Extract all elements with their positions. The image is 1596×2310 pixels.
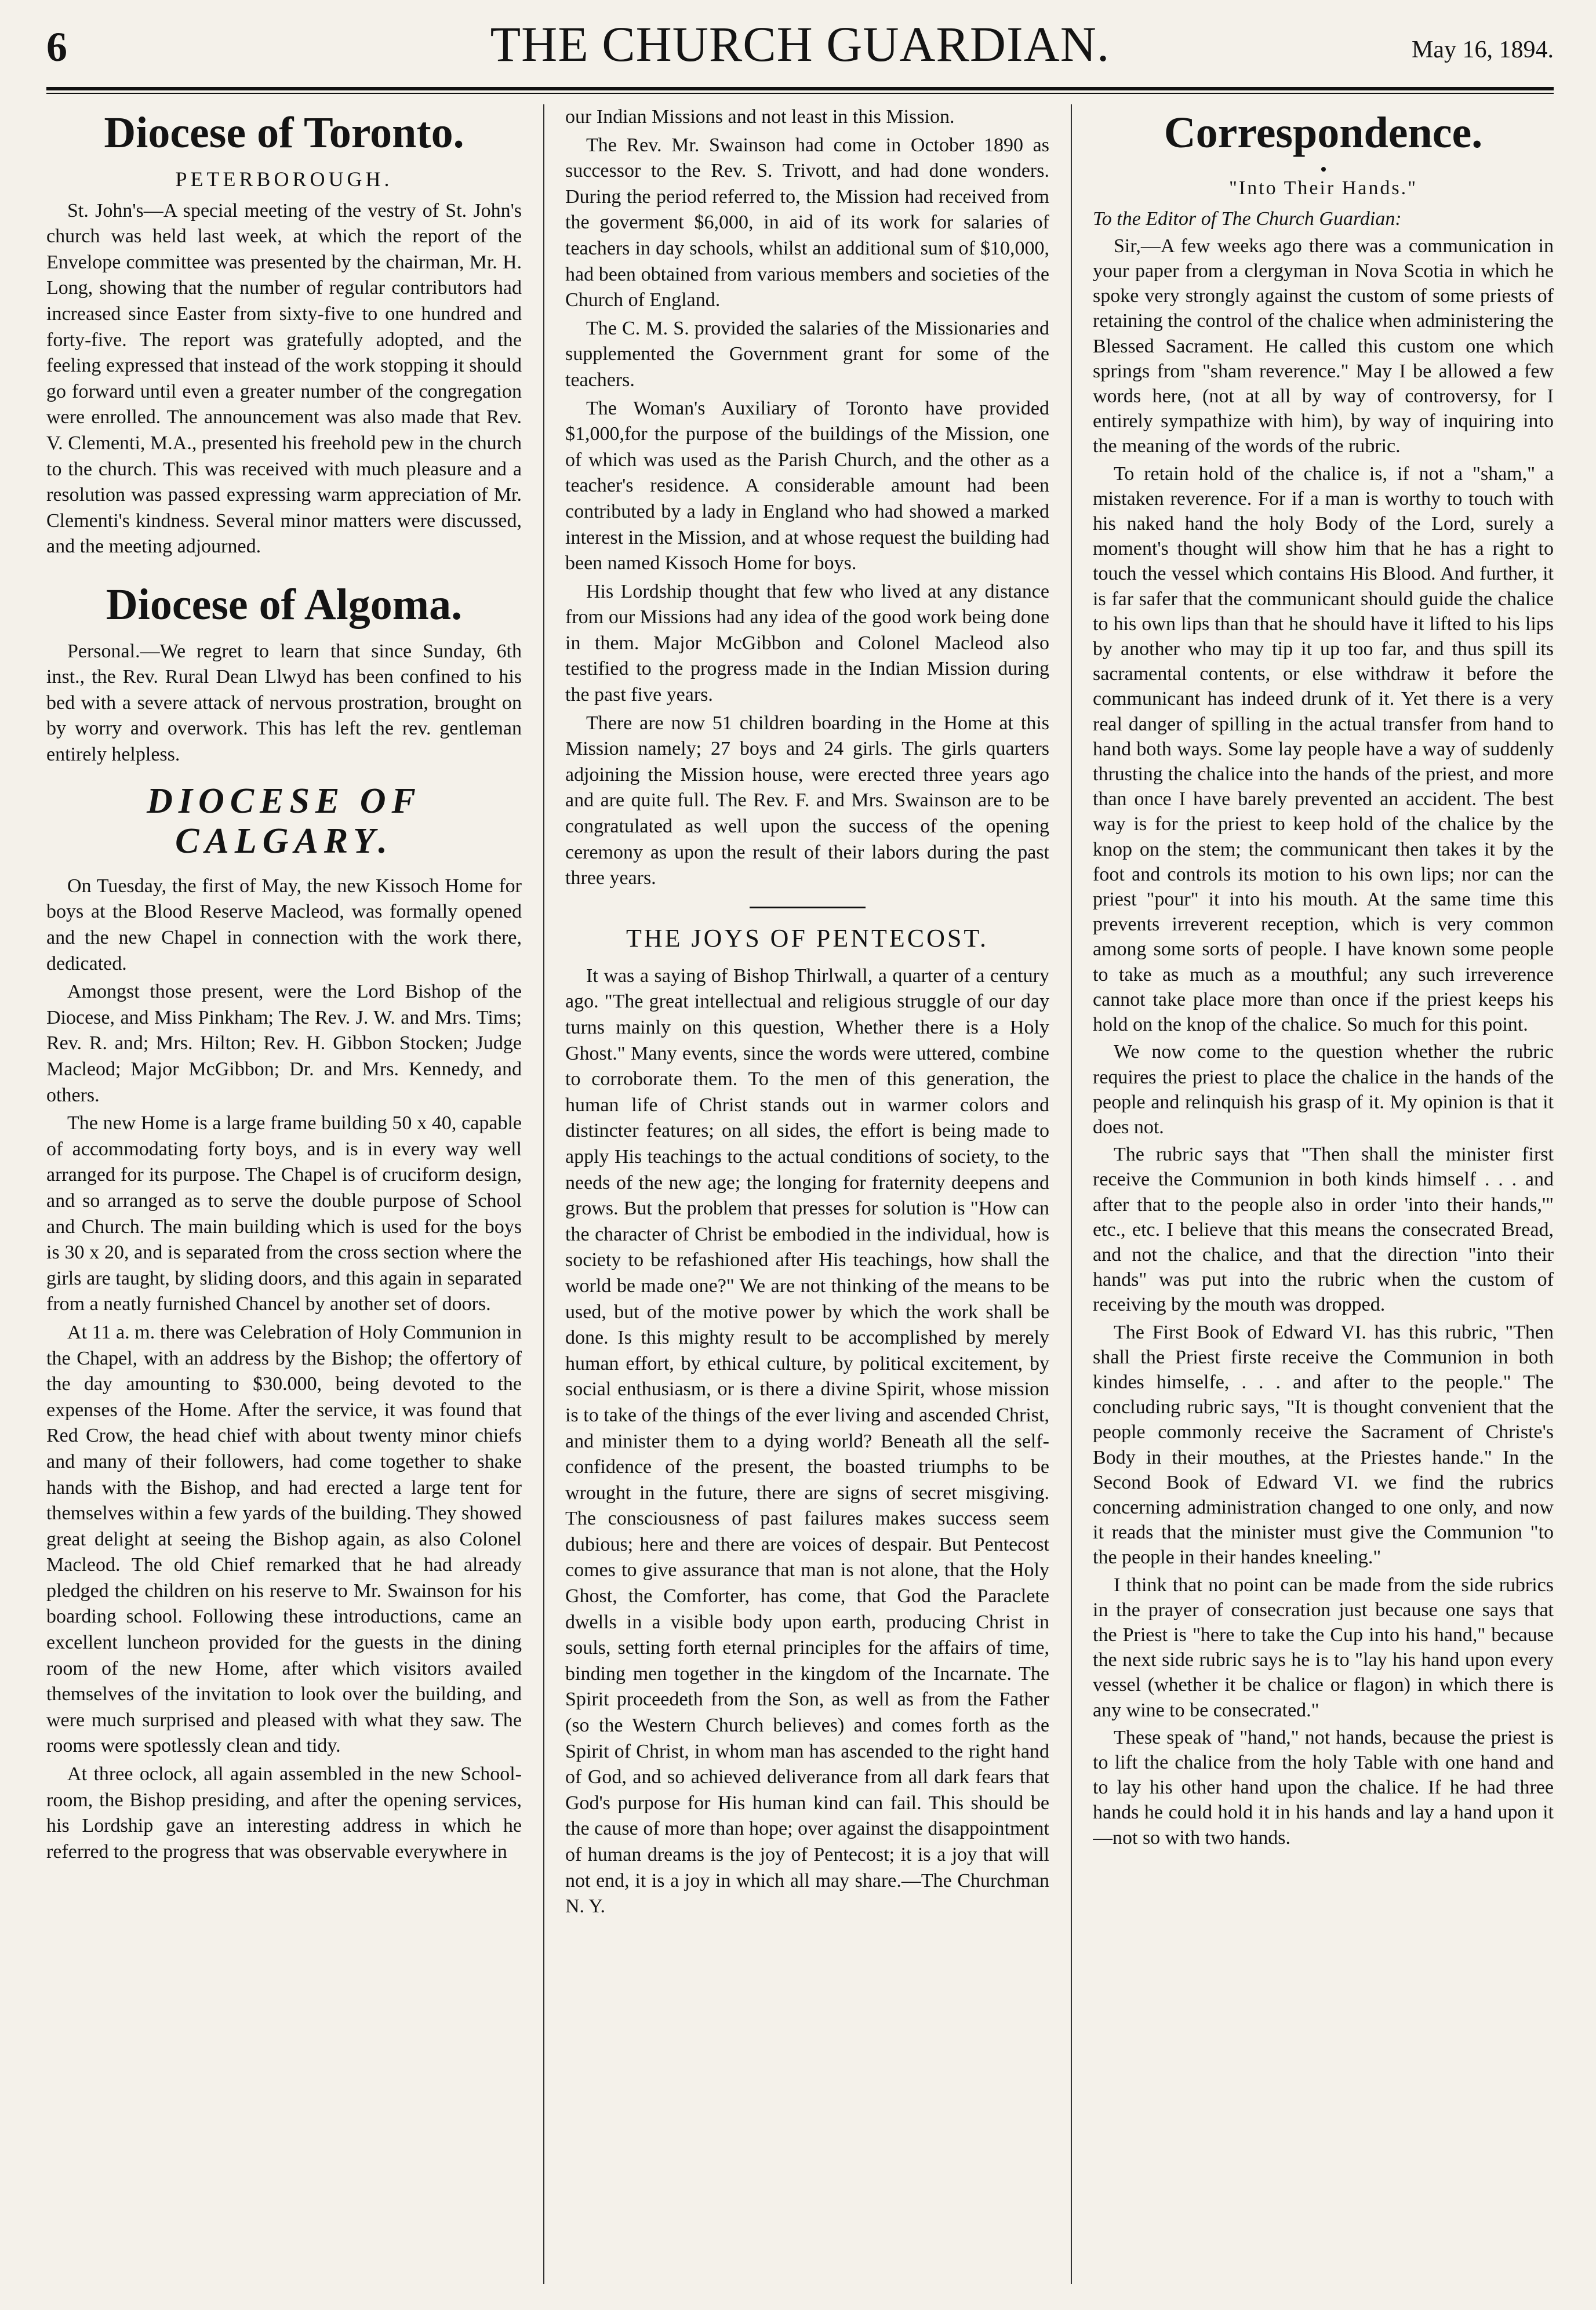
- letter-paragraph: Sir,—A few weeks ago there was a communication in your paper from a clergyman in Nova Scotia in which he spoke very strongly against the custom of some priests of retaining the control of the chalice when administering the Blessed Sacrament. He called this custom one which springs from "sham reverence." May I be allowed a few words here, (not at all by way of controversy, for I entirely sympathize with him), by way of inquiring into the meaning of the words of the rubric.: [1093, 235, 1554, 457]
- column-3: [1093, 104, 1554, 2296]
- article-paragraph: our Indian Missions and not least in this Mission.: [565, 106, 955, 128]
- section-divider: [750, 907, 866, 908]
- page-header: [46, 13, 1554, 82]
- article-paragraph: Personal.—We regret to learn that since Sunday, 6th inst., the Rev. Rural Dean Llwyd has been confined to his bed with a severe attack of nervous prostration, brought on by worry and overwork. This has left the rev. gentleman entirely helpless.: [46, 640, 522, 765]
- article-paragraph: The new Home is a large frame building 50 x 40, capable of accommodating forty boys, and is in every way well arranged for its purpose. The Chapel is of cruciform design, and so arranged as to serve the double purpose of School and Church. The main building which is used for the boys is 30 x 20, and is separated from the cross section where the girls are taught, by sliding doors, and this again in separated from a neatly furnished Chancel by another set of doors.: [46, 1112, 522, 1315]
- letter-salutation: To the Editor of The Church Guardian:: [1093, 208, 1402, 230]
- column-1: [46, 104, 522, 2296]
- header-rule-thin: [46, 93, 1554, 94]
- letter-title: "Into Their Hands.": [1229, 177, 1417, 199]
- column-divider: [543, 104, 544, 2284]
- article-paragraph: His Lordship thought that few who lived at any distance from our Missions had any idea of the good work being done in them. Major McGibbon and Colonel Macleod also testified to the progress made in the Indian Mission during the past five years.: [565, 580, 1049, 706]
- letter-paragraph: We now come to the question whether the rubric requires the priest to place the chalice in the hands of the people and relinquish his grasp of it. My opinion is that it does not.: [1093, 1041, 1554, 1138]
- article-paragraph: St. John's—A special meeting of the vestry of St. John's church was held last week, at which the report of the Envelope committee was presented by the chairman, Mr. H. Long, showing that the number of regular contributors had increased since Easter from sixty-five to one hundred and forty-five. The report was gratefully adopted, and the feeling expressed that instead of the work stopping it should go forward until even a greater number of the congregation were enrolled. The announcement was also made that Rev. V. Clementi, M.A., presented his freehold pew in the church to the church. This was received with much pleasure and a resolution was passed expressing warm appreciation of Mr. Clementi's kindness. Several minor matters were discussed, and the meeting adjourned.: [46, 199, 522, 558]
- article-paragraph: At three oclock, all again assembled in the new School-room, the Bishop presiding, and after the opening services, his Lordship gave an interesting address in which he referred to the progress that was observable everywhere in: [46, 1763, 522, 1862]
- article-heading-pentecost: THE JOYS OF PENTECOST.: [626, 923, 988, 952]
- article-paragraph: At 11 a. m. there was Celebration of Holy Communion in the Chapel, with an address by the Bishop; the offertory of the day amounting to $30.000, being devoted to the expenses of the Home. After the service, it was found that Red Crow, the head chief with about twenty minor chiefs and many of their followers, had come together to shake hands with the Bishop, and had erected a large tent for themselves within a few yards of the building. They showed great delight at seeing the Bishop again, as also Colonel Macleod. The old Chief remarked that he had already pledged the children on his reserve to Mr. Swainson for his boarding school. Following these introductions, came an excellent luncheon provided for the guests in the dining room of the new Home, after which visitors availed themselves of the invitation to look over the building, and were much surprised and pleased with what they saw. The rooms were spotlessly clean and tidy.: [46, 1321, 522, 1757]
- column-divider: [1071, 104, 1072, 2284]
- letter-paragraph: The First Book of Edward VI. has this rubric, "Then shall the Priest firste receive the Communion in both kindes himselfe, . . . and after to the people." The concluding rubric says, "It is thought convenient that the people commonly receive the Sacrament of Christe's Body in their mouthes, at the Priestes hande." In the Second Book of Edward VI. we find the rubrics concerning administration changed to one only, and now it reads that the minister must give the Communion "to the people in their handes kneeling.": [1093, 1321, 1554, 1569]
- article-paragraph: Amongst those present, were the Lord Bishop of the Diocese, and Miss Pinkham; The Rev. J. W. and Mrs. Tims; Rev. R. and; Mrs. Hilton; Rev. H. Gibbon Stocken; Judge Macleod; Major McGibbon; Dr. and Mrs. Kennedy, and others.: [46, 981, 522, 1106]
- section-heading-toronto: Diocese of Toronto.: [104, 108, 464, 157]
- section-heading-correspondence: Correspondence.: [1164, 108, 1483, 157]
- ornament-dot: [1321, 167, 1326, 172]
- section-heading-algoma: Diocese of Algoma.: [106, 580, 463, 629]
- letter-paragraph: To retain hold of the chalice is, if not a "sham," a mistaken reverence. For if a man is worthy to touch with his naked hand the holy Body of the Lord, surely a moment's thought will show him that he has a right to touch the vessel which contains His Blood. And further, it is far safer that the communicant should guide the chalice to his own lips than that he should have it lifted to his lips by another who may tip it up too far, and thus spill its sacramental contents, or else withdraw it before the communicant has indeed drunk of it. Yet there is a very real danger of spilling in the actual transfer from hand to hand both ways. Some lay people have a way of suddenly thrusting the chalice into the hands of the priest, and more than once I have barely prevented an accident. The best way is for the priest to keep hold of the chalice by the knop on the stem; the communicant then takes it by the foot and controls its motion to his own lips; nor can the priest "pour" it into his mouth. At the same time this prevents irreverent reception, which is very common among some sorts of people. I have known some people to take as much as a mouthful; any such irreverence cannot take place more than once if the priest keeps his hold on the knop of the chalice. So much for this point.: [1093, 463, 1554, 1036]
- article-paragraph: The Woman's Auxiliary of Toronto have provided $1,000,for the purpose of the buildings of the Mission, one of which was used as the Parish Church, and the other as a teacher's residence. A considerable amount had been contributed by a lady in England who had showed a marked interest in the Mission, and at whose request the building had been named Kissoch Home for boys.: [565, 397, 1049, 574]
- article-paragraph: On Tuesday, the first of May, the new Kissoch Home for boys at the Blood Reserve Macleod, was formally opened and the new Chapel in connection with the work there, dedicated.: [46, 875, 522, 974]
- article-paragraph: There are now 51 children boarding in the Home at this Mission namely; 27 boys and 24 girls. The girls quarters adjoining the Mission house, were erected three years ago and are quite full. The Rev. F. and Mrs. Swainson are to be congratulated as well upon the success of the opening ceremony as upon the result of their labors during the past three years.: [565, 712, 1049, 889]
- page-number: 6: [46, 24, 67, 70]
- article-paragraph: The C. M. S. provided the salaries of the Missionaries and supplemented the Government grant for some of the teachers.: [565, 317, 1049, 391]
- letter-paragraph: These speak of "hand," not hands, because the priest is to lift the chalice from the holy Table with one hand and to lay his other hand upon the chalice. If he had three hands he could hold it in his hands and lay a hand upon it—not so with two hands.: [1093, 1726, 1554, 1849]
- column-2: [565, 104, 1049, 2296]
- masthead-title: THE CHURCH GUARDIAN.: [490, 16, 1110, 72]
- header-rule-thick: [46, 87, 1554, 90]
- issue-date: May 16, 1894.: [1412, 37, 1554, 63]
- subheading-peterborough: PETERBOROUGH.: [175, 167, 393, 191]
- letter-paragraph: I think that no point can be made from the side rubrics in the prayer of consecration just because one says that the Priest is "here to take the Cup into his hand," because the next side rubric says he is to "lay his hand upon every vessel (whether it be chalice or flagon) in which there is any wine to be consecrated.": [1093, 1574, 1554, 1721]
- letter-paragraph: The rubric says that "Then shall the minister first receive the Communion in both kinds himself . . . and after that to the people also in order 'into their hands,'" etc., etc. I believe that this means the consecrated Bread, and not the chalice, and that the direction "into their hands" was put into the rubric when the custom of receiving by the mouth was dropped.: [1093, 1144, 1554, 1316]
- article-paragraph: The Rev. Mr. Swainson had come in October 1890 as successor to the Rev. S. Trivott, and had done wonders. During the period referred to, the Mission had received from the goverment $6,000, in aid of its work for salaries of teachers in day schools, whilst an additional sum of $10,000, had been obtained from various members and societies of the Church of England.: [565, 134, 1049, 311]
- article-paragraph: It was a saying of Bishop Thirlwall, a quarter of a century ago. "The great intellectual and religious struggle of our day turns mainly on this question, Whether there is a Holy Ghost." Many events, since the words were uttered, combine to corroborate them. To the men of this generation, the human life of Christ stands out in warmer colors and distincter features; on all sides, the effort is being made to apply His teachings to the actual conditions of society, to the needs of the new age; the longing for fraternity deepens and grows. But the problem that presses for solution is "How can the character of Christ be embodied in the individual, how is society to be refashioned after His teachings, how shall the world be made one?" We are not thinking of the means to be used, but of the motive power by which the work shall be done. Is this mighty result to be accomplished by merely human effort, by ethical culture, by political excitement, by social enthusiasm, or is there a divine Spirit, whose mission is to take of the things of the ever living and ascended Christ, and minister them to a dying world? Beneath all the self-confidence of the present, the boasted triumphs to be wrought in the future, there are signs of secret misgiving. The consciousness of past failures makes success seem dubious; here and there are voices of despair. But Pentecost comes to give assurance that man is not alone, that the Holy Ghost, the Comforter, has come, that God the Paraclete dwells in a visible body upon earth, producing Christ in souls, setting forth eternal principles for the affairs of time, binding men together in the kingdom of the Incarnate. The Spirit proceedeth from the Son, as well as from the Father (so the Western Church believes) and comes forth as the Spirit of Christ, in whom man has ascended to the right hand of God, and so achieved deliverance from all dark fears that God's purpose for His human kind can fail. This should be the cause of more than hope; over against the disappointment of human dreams is the joy of Pentecost; it is a joy that will not end, it is a joy in which all may share.—The Churchman N. Y.: [565, 965, 1049, 1918]
- section-heading-calgary: DIOCESE OF CALGARY.: [147, 781, 421, 861]
